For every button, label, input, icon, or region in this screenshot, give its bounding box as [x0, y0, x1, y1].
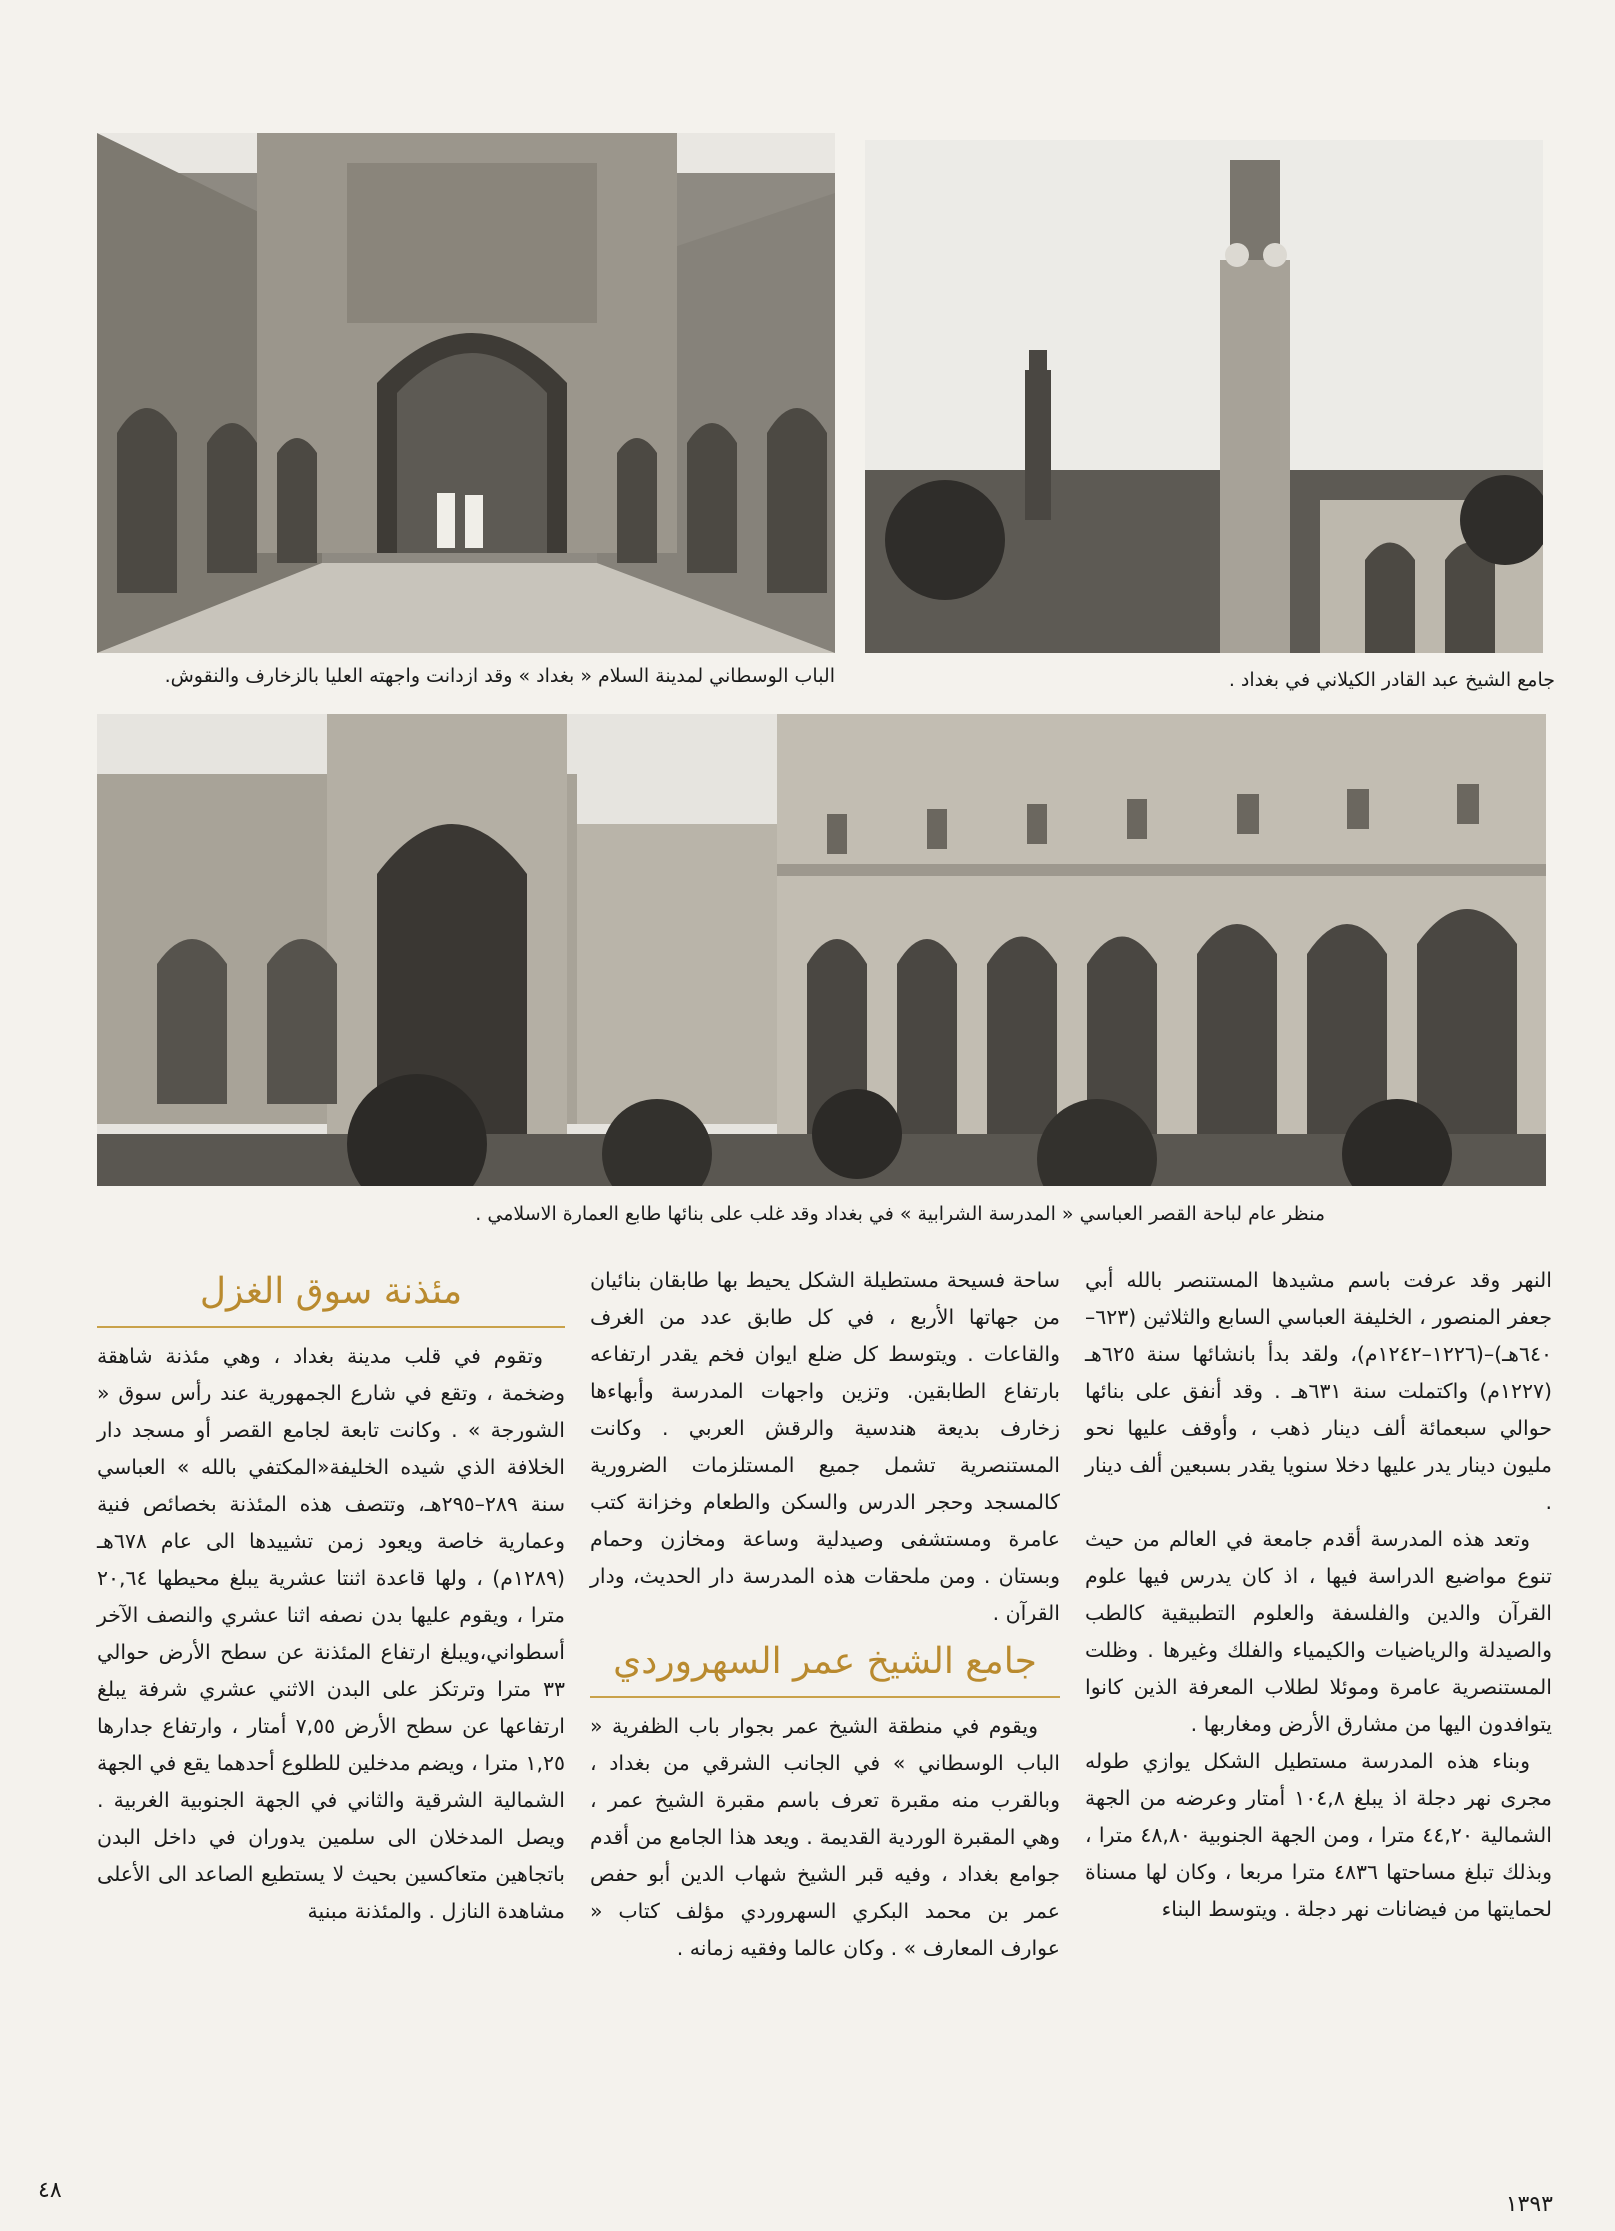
photo-abbasid-palace [97, 714, 1546, 1186]
abbasid-palace-image [97, 714, 1546, 1186]
paragraph: ساحة فسيحة مستطيلة الشكل يحيط بها طابقان بنائيان من جهاتها الأربع ، في كل طابق عدد من الغرف والقاعات . ويتوسط كل ضلع ايوان فخم يقدر ارتفاعه بارتفاع الطابقين. وتزين واجهات المدرسة وأبهاءها زخارف بديعة هندسية والرقش العربي . وكانت المستنصرية تشمل جميع المستلزمات الضرورية كالمسجد وحجر الدرس والسكن والطعام وخزانة كتب عامرة ومستشفى وصيدلية وساعة ومخازن وحمام وبستان . ومن ملحقات هذه المدرسة دار الحديث، ودار القرآن . [590, 1268, 1060, 1625]
gilani-mosque-image [865, 140, 1543, 653]
caption-gilani-mosque: جامع الشيخ عبد القادر الكيلاني في بغداد . [1228, 669, 1555, 691]
section-heading-souq-al-ghazl-minaret: مئذنة سوق الغزل [97, 1262, 565, 1328]
paragraph: وتقوم في قلب مدينة بغداد ، وهي مئذنة شاهقة وضخمة ، وتقع في شارع الجمهورية عند رأس سوق « الشورجة » . وكانت تابعة لجامع القصر أو مسجد دار الخلافة الذي شيده الخليفة«المكتفي بالله » العباسي سنة ٢٨٩–٢٩٥هـ، وتتصف هذه المئذنة بخصائص فنية وعمارية خاصة ويعود زمن تشييدها الى عام ٦٧٨هـ (١٢٨٩م) ، ولها قاعدة اثنتا عشرية يبلغ محيطها ٢٠,٦٤ مترا ، ويقوم عليها بدن نصفه اثنا عشري والنصف الآخر أسطواني،ويبلغ ارتفاع المئذنة عن سطح الأرض حوالي ٣٣ مترا وترتكز على البدن الاثني عشري شرفة يبلغ ارتفاعها عن سطح الأرض ٧,٥٥ أمتار ، وارتفاع جدارها ١,٢٥ مترا ، ويضم مدخلين للطلوع أحدهما يقع في الجهة الشمالية الشرقية والثاني في الجهة الجنوبية الغربية . ويصل المدخلان الى سلمين يدوران في داخل البدن باتجاهين متعاكسين بحيث لا يستطيع الصاعد الى الأعلى مشاهدة النازل . والمئذنة مبنية [97, 1344, 566, 1923]
paragraph: وتعد هذه المدرسة أقدم جامعة في العالم من حيث تنوع مواضيع الدراسة فيها ، اذ كان يدرس فيها علوم القرآن والدين والفلسفة والعلوم التطبيقية كالطب والصيدلة والرياضيات والكيمياء والفلك وغيرها . وظلت المستنصرية عامرة وموئلا لطلاب المعرفة الذين كانوا يتوافدون اليها من مشارق الأرض ومغاربها . [1085, 1527, 1552, 1736]
text-column-right [1085, 1262, 1552, 1928]
photo-gilani-mosque [865, 140, 1543, 653]
caption-abbasid-palace: منظر عام لباحة القصر العباسي « المدرسة الشرابية » في بغداد وقد غلب على بنائها طابع العمارة الاسلامي . [475, 1203, 1325, 1225]
paragraph: ويقوم في منطقة الشيخ عمر بجوار باب الظفرية « الباب الوسطاني » في الجانب الشرقي من بغداد ، وبالقرب منه مقبرة تعرف باسم مقبرة الشيخ عمر ، وهي المقبرة الوردية القديمة . ويعد هذا الجامع من أقدم جوامع بغداد ، وفيه قبر الشيخ شهاب الدين أبو حفص عمر بن محمد البكري السهروردي مؤلف كتاب « عوارف المعارف » . وكان عالما وفقيه زمانه . [590, 1714, 1060, 1960]
paragraph: النهر وقد عرفت باسم مشيدها المستنصر بالله أبي جعفر المنصور ، الخليفة العباسي السابع والثلاثين (٦٢٣– ٦٤٠هـ)–(١٢٢٦–١٢٤٢م)، ولقد بدأ بانشائها سنة ٦٢٥هـ (١٢٢٧م) واكتملت سنة ٦٣١هـ . وقد أنفق على بنائها حوالي سبعمائة ألف دينار ذهب ، وأوقف عليها نحو مليون دينار يدر عليها دخلا سنويا يقدر بسبعين ألف دينار . [1085, 1268, 1553, 1514]
caption-middle-gate: الباب الوسطاني لمدينة السلام « بغداد » وقد ازدانت واجهته العليا بالزخارف والنقوش. [164, 665, 835, 687]
page-number-right: ١٣٩٣ [1505, 2192, 1553, 2217]
text-column-left [97, 1262, 565, 1930]
middle-gate-image [97, 133, 835, 653]
paragraph: وبناء هذه المدرسة مستطيل الشكل يوازي طوله مجرى نهر دجلة اذ يبلغ ١٠٤,٨ أمتار وعرضه من الجهة الشمالية ٤٤,٢٠ مترا ، ومن الجهة الجنوبية ٤٨,٨٠ مترا ، وبذلك تبلغ مساحتها ٤٨٣٦ مترا مربعا ، وكان لها مسناة لحمايتها من فيضانات نهر دجلة . ويتوسط البناء [1085, 1749, 1552, 1921]
section-heading-sohrawardi-mosque: جامع الشيخ عمر السهروردي [590, 1632, 1060, 1698]
photo-middle-gate [97, 133, 835, 653]
page-number-left: ٤٨ [38, 2178, 62, 2203]
text-column-middle [590, 1262, 1060, 1967]
